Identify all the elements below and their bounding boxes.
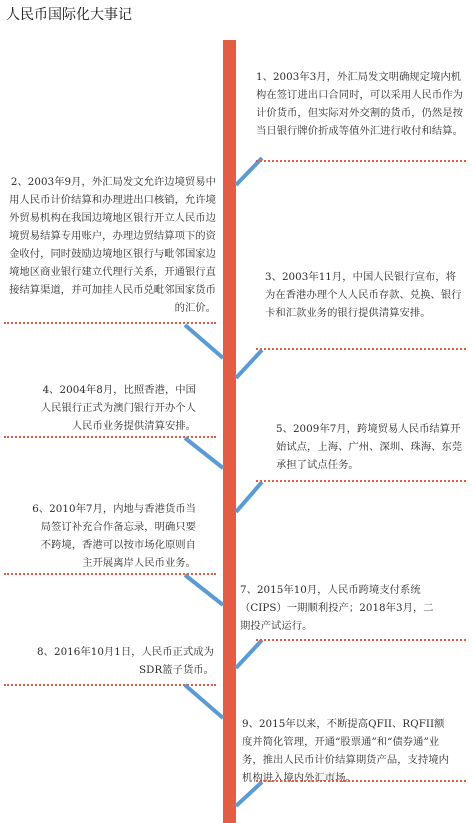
event-4-text: 4、2004年8月，比照香港，中国人民银行正式为澳门银行开办个人人民币业务提供清算安排。 (40, 384, 196, 432)
event-5-separator (256, 480, 466, 482)
connector-2 (185, 325, 223, 358)
event-6-text: 6、2010年7月，内地与香港货币当局签订补充合作备忘录，明确只要不跨境，香港可以按市场化原则自主开展离岸人民币业务。 (32, 503, 196, 569)
connector-4 (185, 438, 223, 468)
connector-8 (185, 685, 223, 718)
event-5-text: 5、2009年7月，跨境贸易人民币结算开始试点，上海、广州、深圳、珠海、东莞承担了试点任务。 (276, 423, 463, 471)
event-7-text: 7、2015年10月，人民币跨境支付系统（CIPS）一期顺利投产；2018年3月，二期投产试运行。 (240, 584, 434, 632)
event-3-separator (256, 348, 466, 350)
connector-3 (236, 350, 262, 378)
connector-1 (236, 158, 262, 185)
event-3-text: 3、2003年11月，中国人民银行宣布，将为在香港办理个人人民币存款、兑换、银行卡和汇款业务的银行提供清算安排。 (265, 271, 462, 319)
event-1-separator (256, 160, 466, 162)
event-9-separator (256, 780, 466, 782)
event-1-text: 1、2003年3月，外汇局发文明确规定境内机构在签订进出口合同时，可以采用人民币作为计价货币，但实际对外交割的货币，仍然是按当日银行牌价折成等值外汇进行收付和结算。 (256, 71, 463, 137)
page-title: 人民币国际化大事记 (6, 7, 132, 23)
connector-5 (236, 482, 262, 512)
event-4-separator (4, 436, 216, 438)
event-2-text: 2、2003年9月，外汇局发文允许边境贸易中用人民币计价结算和办理进出口核销，允许境外贸易机构在我国边境地区银行开立人民币边境贸易结算专用账户，办理边贸结算项下的资金收付，同时鼓励边境地区银行与毗邻国家边境地区商业银行建立代理行关系，开通银行直接结算渠道，并可加挂人民币兑毗邻国家货币的汇价。 (9, 176, 216, 314)
event-7-separator (256, 639, 466, 641)
event-8-text: 8、2016年10月1日，人民币正式成为SDR篮子货币。 (37, 646, 214, 676)
event-9-text: 9、2015年以来，不断提高QFII、RQFII额度并简化管理，开通“股票通”和“债券通”业务，推出人民币计价结算期货产品，支持境内机构进入境内外汇市场。 (242, 718, 449, 784)
connector-6 (185, 575, 223, 605)
event-2-separator (4, 322, 216, 324)
connector-7 (236, 640, 262, 668)
event-8-separator (4, 684, 216, 686)
event-6-separator (4, 573, 216, 575)
